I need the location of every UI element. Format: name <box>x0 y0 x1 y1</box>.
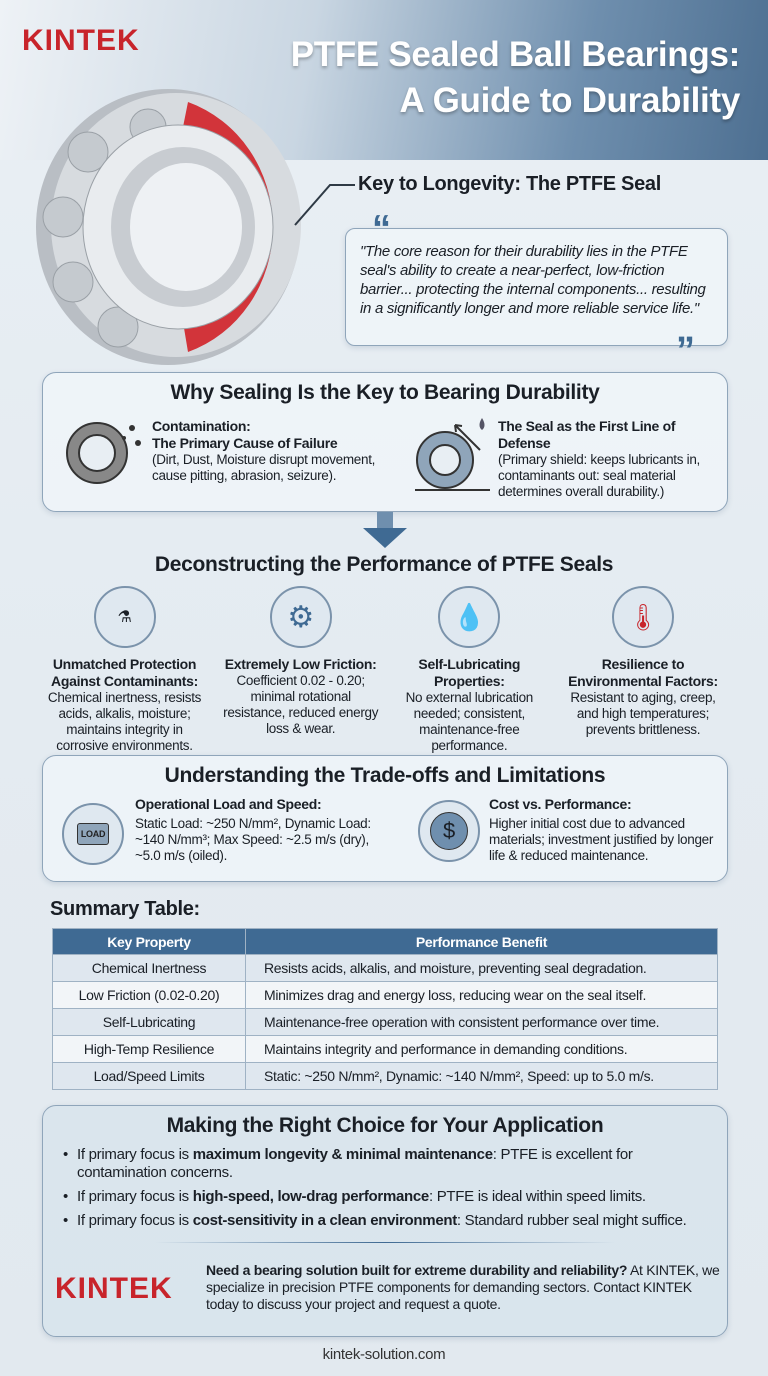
callout-line <box>290 180 360 230</box>
bullet-text: If primary focus is <box>77 1146 193 1163</box>
item-text: Chemical inertness, resists acids, alkalis, moisture; maintains integrity in corrosive environments. <box>47 690 202 753</box>
load-weight-icon <box>62 803 124 865</box>
item-title: Contamination: The Primary Cause of Failure <box>152 418 338 451</box>
table-row <box>53 1063 718 1090</box>
cell: Load/Speed Limits <box>53 1063 246 1090</box>
cost-item <box>489 796 719 864</box>
section-title: Making the Right Choice for Your Application <box>166 1114 604 1137</box>
performance-grid <box>42 586 728 754</box>
choice-list <box>63 1146 713 1230</box>
title-line-1: PTFE Sealed Ball Bearings: <box>290 35 740 74</box>
cell: Resists acids, alkalis, and moisture, preventing seal degradation. <box>246 955 718 982</box>
page-title <box>291 32 740 124</box>
table-row <box>53 955 718 982</box>
sealed-bearing-icon <box>410 415 495 495</box>
item-title: Self-Lubricating Properties: <box>418 656 521 689</box>
bullet-text: : PTFE is excellent for contamination concerns. <box>77 1146 633 1181</box>
item-text: Static Load: ~250 N/mm², Dynamic Load: ~140 N/mm³; Max Speed: ~2.5 m/s (dry), ~5.0 m/s (oiled). <box>135 816 371 863</box>
cell: High-Temp Resilience <box>53 1036 246 1063</box>
item-text: (Primary shield: keeps lubricants in, contaminants out: seal material determines overall durability.) <box>498 452 700 499</box>
cta-body: At KINTEK, we specialize in precision PTFE components for demanding sectors. Contact KINTEK today to discuss your project and request a quote. <box>206 1262 720 1312</box>
bullet-emphasis: high-speed, low-drag performance <box>192 1188 429 1205</box>
item-title: Unmatched Protection Against Contaminants: <box>51 656 198 689</box>
kintek-logo[interactable]: KINTEK <box>22 24 140 57</box>
item-text: Resistant to aging, creep, and high temperatures; prevents brittleness. <box>570 690 716 737</box>
performance-title: Deconstructing the Performance of PTFE Seals <box>154 553 614 576</box>
bullet-emphasis: cost-sensitivity in a clean environment <box>192 1212 457 1229</box>
seal-defense-item <box>498 418 718 500</box>
down-arrow-icon <box>360 512 410 550</box>
item-text: No external lubrication needed; consistent, maintenance-free performance. <box>405 690 534 753</box>
cell: Low Friction (0.02-0.20) <box>53 982 246 1009</box>
cta-kintek-logo[interactable]: KINTEK <box>55 1272 173 1305</box>
quote-text: "The core reason for their durability lies in the PTFE seal's ability to create a near-perfect, low-friction barrier... protecting the internal components... resulting in a significantly longer and more reliable service life." <box>360 243 706 317</box>
item-title: Operational Load and Speed: <box>135 796 322 812</box>
column-header: Key Property <box>53 929 246 955</box>
column-header: Performance Benefit <box>246 929 718 955</box>
cell: Minimizes drag and energy loss, reducing wear on the seal itself. <box>246 982 718 1009</box>
damaged-bearing-icon <box>62 418 147 488</box>
cell: Chemical Inertness <box>53 955 246 982</box>
performance-item-lubricating <box>394 586 544 754</box>
table-row <box>53 1009 718 1036</box>
bullet-emphasis: maximum longevity & minimal maintenance <box>192 1146 493 1163</box>
list-item <box>63 1146 713 1182</box>
dollar-icon: $ <box>418 800 480 862</box>
contamination-item <box>152 418 392 484</box>
thermometer-icon: 🌡 <box>612 586 674 648</box>
performance-item-resilience <box>558 586 728 754</box>
item-title: The Seal as the First Line of Defense <box>498 418 676 451</box>
performance-item-protection <box>42 586 207 754</box>
section-title: Why Sealing Is the Key to Bearing Durability <box>170 381 600 404</box>
gear-icon: ⚙ <box>270 586 332 648</box>
bullet-text: : Standard rubber seal might suffice. <box>456 1212 687 1229</box>
list-item <box>63 1188 713 1206</box>
cta-headline: Need a bearing solution built for extreme durability and reliability? <box>206 1262 628 1278</box>
droplet-icon: 💧 <box>438 586 500 648</box>
ball-bearing-illustration <box>18 82 318 372</box>
cta-text <box>206 1262 721 1313</box>
bullet-text: : PTFE is ideal within speed limits. <box>428 1188 646 1205</box>
list-item <box>63 1212 713 1230</box>
item-text: Higher initial cost due to advanced materials; investment justified by longer life & reduced maintenance. <box>489 816 714 863</box>
item-text: Coefficient 0.02 - 0.20; minimal rotational resistance, reduced energy loss & wear. <box>223 673 379 736</box>
load-speed-item <box>135 796 405 864</box>
performance-item-friction <box>221 586 381 754</box>
close-quote-icon: ” <box>676 330 695 372</box>
bullet-text: If primary focus is <box>77 1188 193 1205</box>
cell: Maintains integrity and performance in demanding conditions. <box>246 1036 718 1063</box>
open-quote-icon: “ <box>372 208 391 250</box>
divider <box>155 1242 615 1243</box>
flask-icon: ⚗ <box>94 586 156 648</box>
cell: Maintenance-free operation with consistent performance over time. <box>246 1009 718 1036</box>
load-icon-label: LOAD <box>77 823 109 845</box>
table-row <box>53 982 718 1009</box>
item-title: Cost vs. Performance: <box>489 796 632 812</box>
cell: Self-Lubricating <box>53 1009 246 1036</box>
callout-title: Key to Longevity: The PTFE Seal <box>358 173 661 195</box>
cell: Static: ~250 N/mm², Dynamic: ~140 N/mm², Speed: up to 5.0 m/s. <box>246 1063 718 1090</box>
table-row <box>53 1036 718 1063</box>
title-line-2: A Guide to Durability <box>399 81 740 120</box>
summary-table <box>52 928 718 1090</box>
table-header-row <box>53 929 718 955</box>
item-title: Extremely Low Friction: <box>224 656 377 672</box>
item-text: (Dirt, Dust, Moisture disrupt movement, cause pitting, abrasion, seizure). <box>152 452 376 483</box>
section-title: Understanding the Trade-offs and Limitations <box>164 764 606 787</box>
footer-url-link[interactable]: kintek-solution.com <box>322 1346 446 1363</box>
summary-title: Summary Table: <box>50 898 200 920</box>
item-title: Resilience to Environmental Factors: <box>568 656 718 689</box>
bullet-text: If primary focus is <box>77 1212 193 1229</box>
